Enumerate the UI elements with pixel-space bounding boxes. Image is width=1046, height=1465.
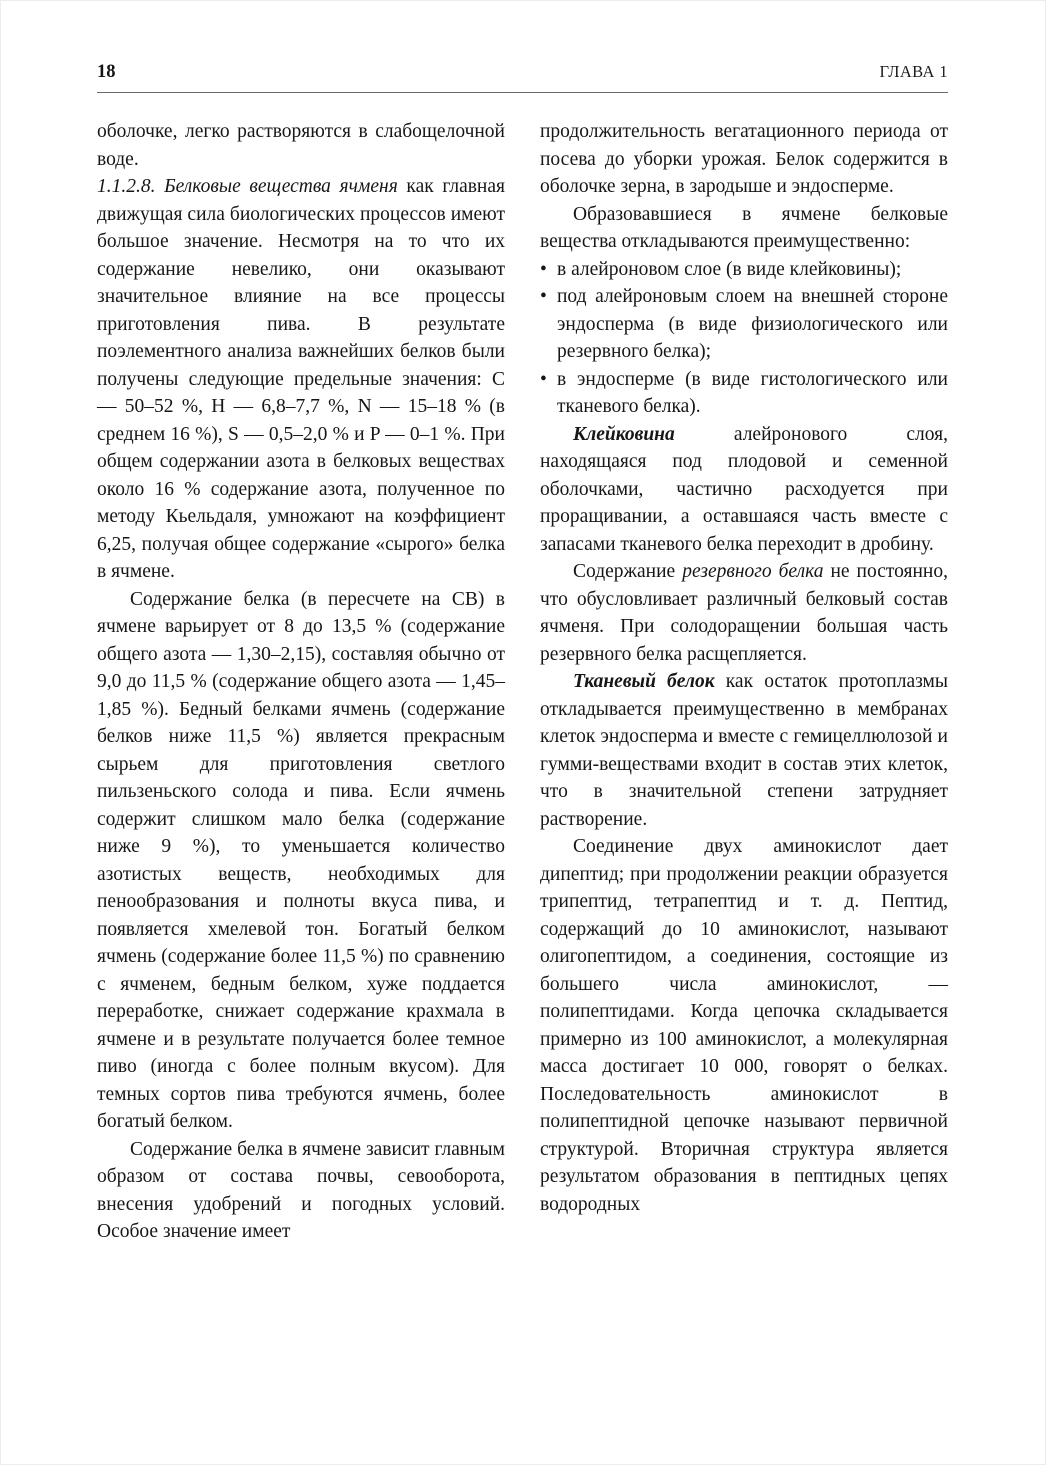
bullet-text — [557, 366, 948, 421]
bullet-icon: • — [540, 368, 547, 390]
text-segment: не постоянно, что обусловливает различный белковый состав ячменя. При солодоращении большая часть резервного белка расщепляется. — [540, 561, 948, 665]
paragraph — [540, 201, 948, 256]
paragraph — [540, 668, 948, 833]
text-segment: Тканевый белок — [573, 671, 715, 692]
bullet-item — [540, 283, 948, 366]
paragraph — [540, 558, 948, 668]
text-segment: Соединение двух аминокислот дает дипептид; при продолжении реакции образуется трипептид, тетрапептид и т. д. Пептид, содержащий до 10 аминокислот, называют олигопептидом, а соединения, состоящие из большего числа аминокислот, — полипептидами. Когда цепочка складывается примерно из 100 аминокислот, а молекулярная масса достигает 10 000, говорят о белках. Последовательность аминокислот в полипептидной цепочке называют первичной структурой. Вторичная структура является результатом образования в пептидных цепях водородных — [540, 836, 948, 1215]
chapter-label: ГЛАВА 1 — [879, 62, 948, 81]
paragraph — [540, 833, 948, 1218]
paragraph — [97, 173, 505, 586]
header-rule — [97, 92, 948, 93]
text-segment: Клейковина — [573, 423, 675, 445]
bullet-item — [540, 256, 948, 284]
paragraph — [97, 118, 505, 173]
page-number: 18 — [97, 62, 116, 82]
text-segment: Содержание белка (в пересчете на СВ) в ячмене варьирует от 8 до 13,5 % (содержание общего азота — 1,30–2,15), составляя обычно от 9,0 до 11,5 % (содержание общего азота — 1,45–1,85 %). Бедный белками ячмень (содержание белков ниже 11,5 %) является прекрасным сырьем для приготовления светлого пильзеньского солода и пива. Если ячмень содержит слишком мало белка (содержание ниже 9 %), то уменьшается количество азотистых веществ, необходимых для пенообразования и полноты вкуса пива, и появляется хмелевой тон. Богатый белком ячмень (содержание более 11,5 %) по сравнению с ячменем, бедным белком, хуже поддается переработке, снижает содержание крахмала в ячмене и в результате получается более темное пиво (иногда с более полным вкусом). Для темных сортов пива требуются ячмень, более богатый белком. — [97, 588, 505, 1132]
column-right — [540, 118, 948, 1246]
text-segment: в эндосперме (в виде гистологического или тканевого белка). — [557, 368, 948, 417]
page-header — [97, 62, 948, 92]
bullet-item — [540, 366, 948, 421]
text-segment: как главная движущая сила биологических процессов имеют большое значение. Несмотря на то что их содержание невелико, они оказывают значительное влияние на все процессы приготовления пива. В результате поэлементного анализа важнейших белков были получены следующие предельные значения: C — 50–52 %, H — 6,8–7,7 %, N — 15–18 % (в среднем 16 %), S — 0,5–2,0 % и P — 0–1 %. При общем содержании азота в белковых веществах около 16 % содержание азота, полученное по методу Кьельдаля, умножают на коэффициент 6,25, получая общее содержание «сырого» белка в ячмене. — [97, 176, 505, 582]
column-left — [97, 118, 505, 1246]
text-segment: как остаток протоплазмы откладывается преимущественно в мембранах клеток эндосперма и вместе с гемицеллюлозой и гумми-веществами входит в состав этих клеток, что в значительной степени затрудняет растворение. — [540, 671, 948, 830]
text-segment: Содержание белка в ячмене зависит главным образом от состава почвы, севооборота, внесения удобрений и погодных условий. Особое значение имеет — [97, 1138, 505, 1242]
bullet-text — [557, 256, 948, 284]
bullet-text — [557, 283, 948, 366]
text-segment: оболочке, легко растворяются в слабощелочной воде. — [97, 121, 505, 170]
text-segment: резервного белка — [682, 561, 824, 582]
text-segment: под алейроновым слоем на внешней стороне эндосперма (в виде физиологического или резервного белка); — [557, 286, 948, 362]
paragraph — [540, 421, 948, 559]
bullet-icon: • — [540, 258, 547, 280]
text-segment: Содержание — [573, 561, 683, 582]
text-segment: алейронового слоя, находящаяся под плодовой и семенной оболочками, частично расходуется при проращивании, а оставшаяся часть вместе с запасами тканевого белка переходит в дробину. — [540, 423, 948, 555]
bullet-icon: • — [540, 286, 547, 307]
two-column-text — [97, 118, 948, 1246]
paragraph — [97, 1136, 505, 1246]
text-segment: продолжительность вегатационного периода от посева до уборки урожая. Белок содержится в оболочке зерна, в зародыше и эндосперме. — [540, 121, 948, 197]
paragraph — [97, 586, 505, 1136]
text-segment: в алейроновом слое (в виде клейковины); — [557, 258, 902, 280]
text-segment: Образовавшиеся в ячмене белковые вещества откладываются преимущественно: — [540, 203, 948, 252]
paragraph — [540, 118, 948, 201]
text-segment: 1.1.2.8. Белковые вещества ячменя — [97, 176, 398, 197]
